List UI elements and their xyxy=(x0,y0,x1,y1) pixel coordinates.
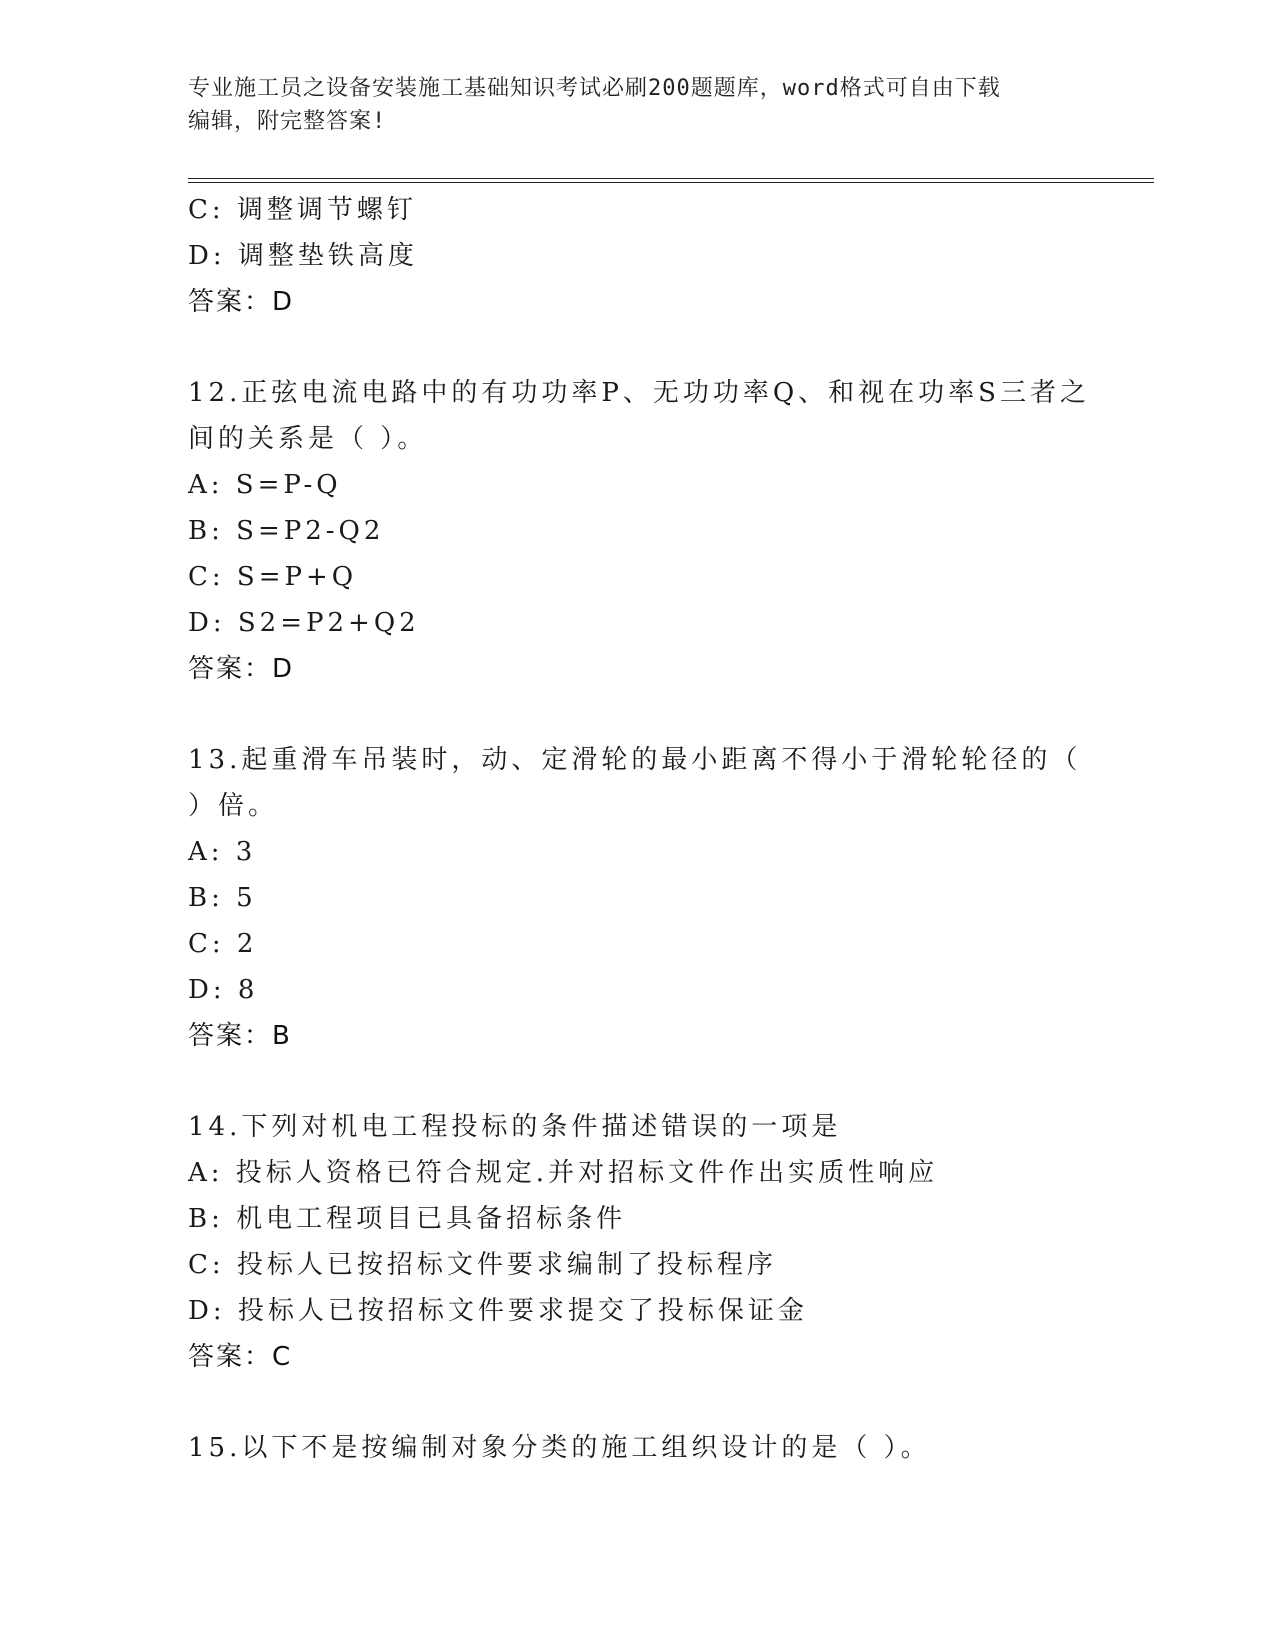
text-line: B: 5 xyxy=(188,883,257,913)
block-spacer xyxy=(188,692,1088,737)
text-line: 14.下列对机电工程投标的条件描述错误的一项是 xyxy=(188,1112,842,1142)
text-line: D: 调整垫铁高度 xyxy=(188,241,418,271)
text-line: ）倍。 xyxy=(188,791,279,821)
question-list xyxy=(188,187,1088,1471)
block-spacer xyxy=(188,325,1088,370)
text-line: C: 2 xyxy=(188,929,258,959)
text-line: A: 投标人资格已符合规定.并对招标文件作出实质性响应 xyxy=(188,1158,939,1188)
text-line: D: 8 xyxy=(188,975,259,1005)
text-line: 15.以下不是按编制对象分类的施工组织设计的是（ ）。 xyxy=(188,1433,931,1463)
answer-line: 答案：D xyxy=(188,287,295,317)
text-line: C: 投标人已按招标文件要求编制了投标程序 xyxy=(188,1250,777,1280)
text-line: A: S=P-Q xyxy=(188,470,342,500)
header-title-line-2: 编辑，附完整答案! xyxy=(188,109,387,134)
document-header xyxy=(188,72,1068,138)
header-divider-bottom xyxy=(188,182,1154,183)
text-line: 12.正弦电流电路中的有功功率P、无功功率Q、和视在功率S三者之 xyxy=(188,378,1090,408)
text-line: D: S2=P2+Q2 xyxy=(188,608,420,638)
block-spacer xyxy=(188,1380,1088,1425)
text-line: B: S=P2-Q2 xyxy=(188,516,385,546)
header-title-line-1: 专业施工员之设备安装施工基础知识考试必刷200题题库，word格式可自由下载 xyxy=(188,76,1001,101)
answer-line: 答案：D xyxy=(188,654,295,684)
answer-line: 答案：C xyxy=(188,1342,293,1372)
text-line: B: 机电工程项目已具备招标条件 xyxy=(188,1204,627,1234)
text-line: D: 投标人已按招标文件要求提交了投标保证金 xyxy=(188,1296,808,1326)
header-divider-top xyxy=(188,178,1154,179)
text-line: C: 调整调节螺钉 xyxy=(188,195,417,225)
answer-line: 答案：B xyxy=(188,1021,292,1051)
text-line: C: S=P+Q xyxy=(188,562,358,592)
text-line: 间的关系是（ ）。 xyxy=(188,424,428,454)
text-line: A: 3 xyxy=(188,837,257,867)
block-spacer xyxy=(188,1059,1088,1104)
text-line: 13.起重滑车吊装时，动、定滑轮的最小距离不得小于滑轮轮径的（ xyxy=(188,745,1082,775)
